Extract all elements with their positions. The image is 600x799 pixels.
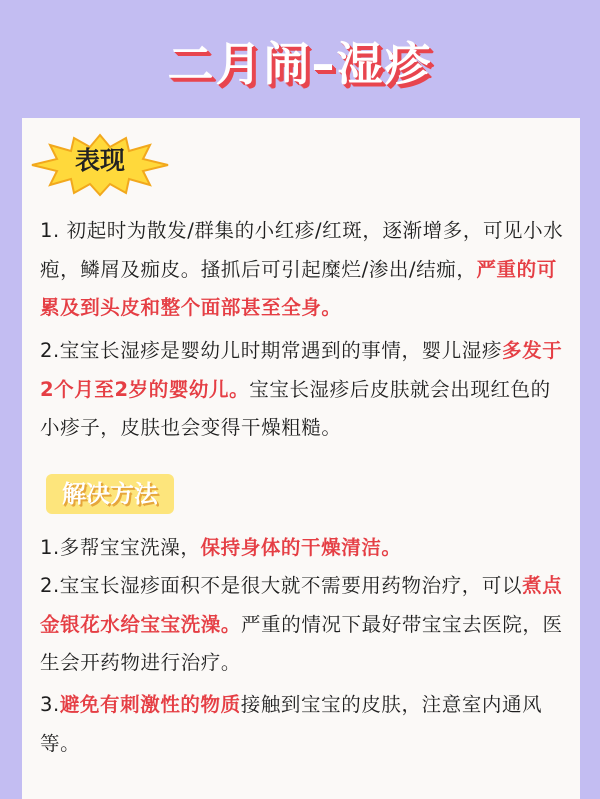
solution-item-1: 1.多帮宝宝洗澡，保持身体的干燥清洁。 (40, 536, 402, 559)
highlight-text: 避免有刺激性的物质 (59, 693, 241, 716)
solution-item-3: 3.避免有刺激性的物质接触到宝宝的皮肤，注意室内通风等。 (40, 693, 543, 755)
section-heading-solutions: 解决方法 (62, 480, 158, 508)
highlight-text: 多发于2个月至2岁的婴幼儿。 (40, 339, 563, 401)
solution-item-2: 2.宝宝长湿疹面积不是很大就不需要用药物治疗，可以煮点金银花水给宝宝洗澡。严重的情况下最好带宝宝去医院，医生会开药物进行治疗。 (40, 574, 563, 674)
highlight-text: 煮点金银花水给宝宝洗澡。 (40, 574, 563, 636)
section-heading-symptoms: 表现 (74, 146, 125, 175)
highlight-text: 保持身体的干燥清洁。 (200, 536, 402, 559)
symptom-item-1: 1. 初起时为散发/群集的小红疹/红斑，逐渐增多，可见小水疱，鳞屑及痂皮。搔抓后可引起糜烂/渗出/结痂，严重的可累及到头皮和整个面部甚至全身。 (40, 219, 564, 319)
symptom-item-2: 2.宝宝长湿疹是婴幼儿时期常遇到的事情，婴儿湿疹多发于2个月至2岁的婴幼儿。宝宝长湿疹后皮肤就会出现红色的小疹子，皮肤也会变得干燥粗糙。 (40, 339, 563, 439)
page-title: 二月闹–湿疹 (167, 37, 433, 91)
highlight-text: 严重的可累及到头皮和整个面部甚至全身。 (40, 257, 557, 319)
